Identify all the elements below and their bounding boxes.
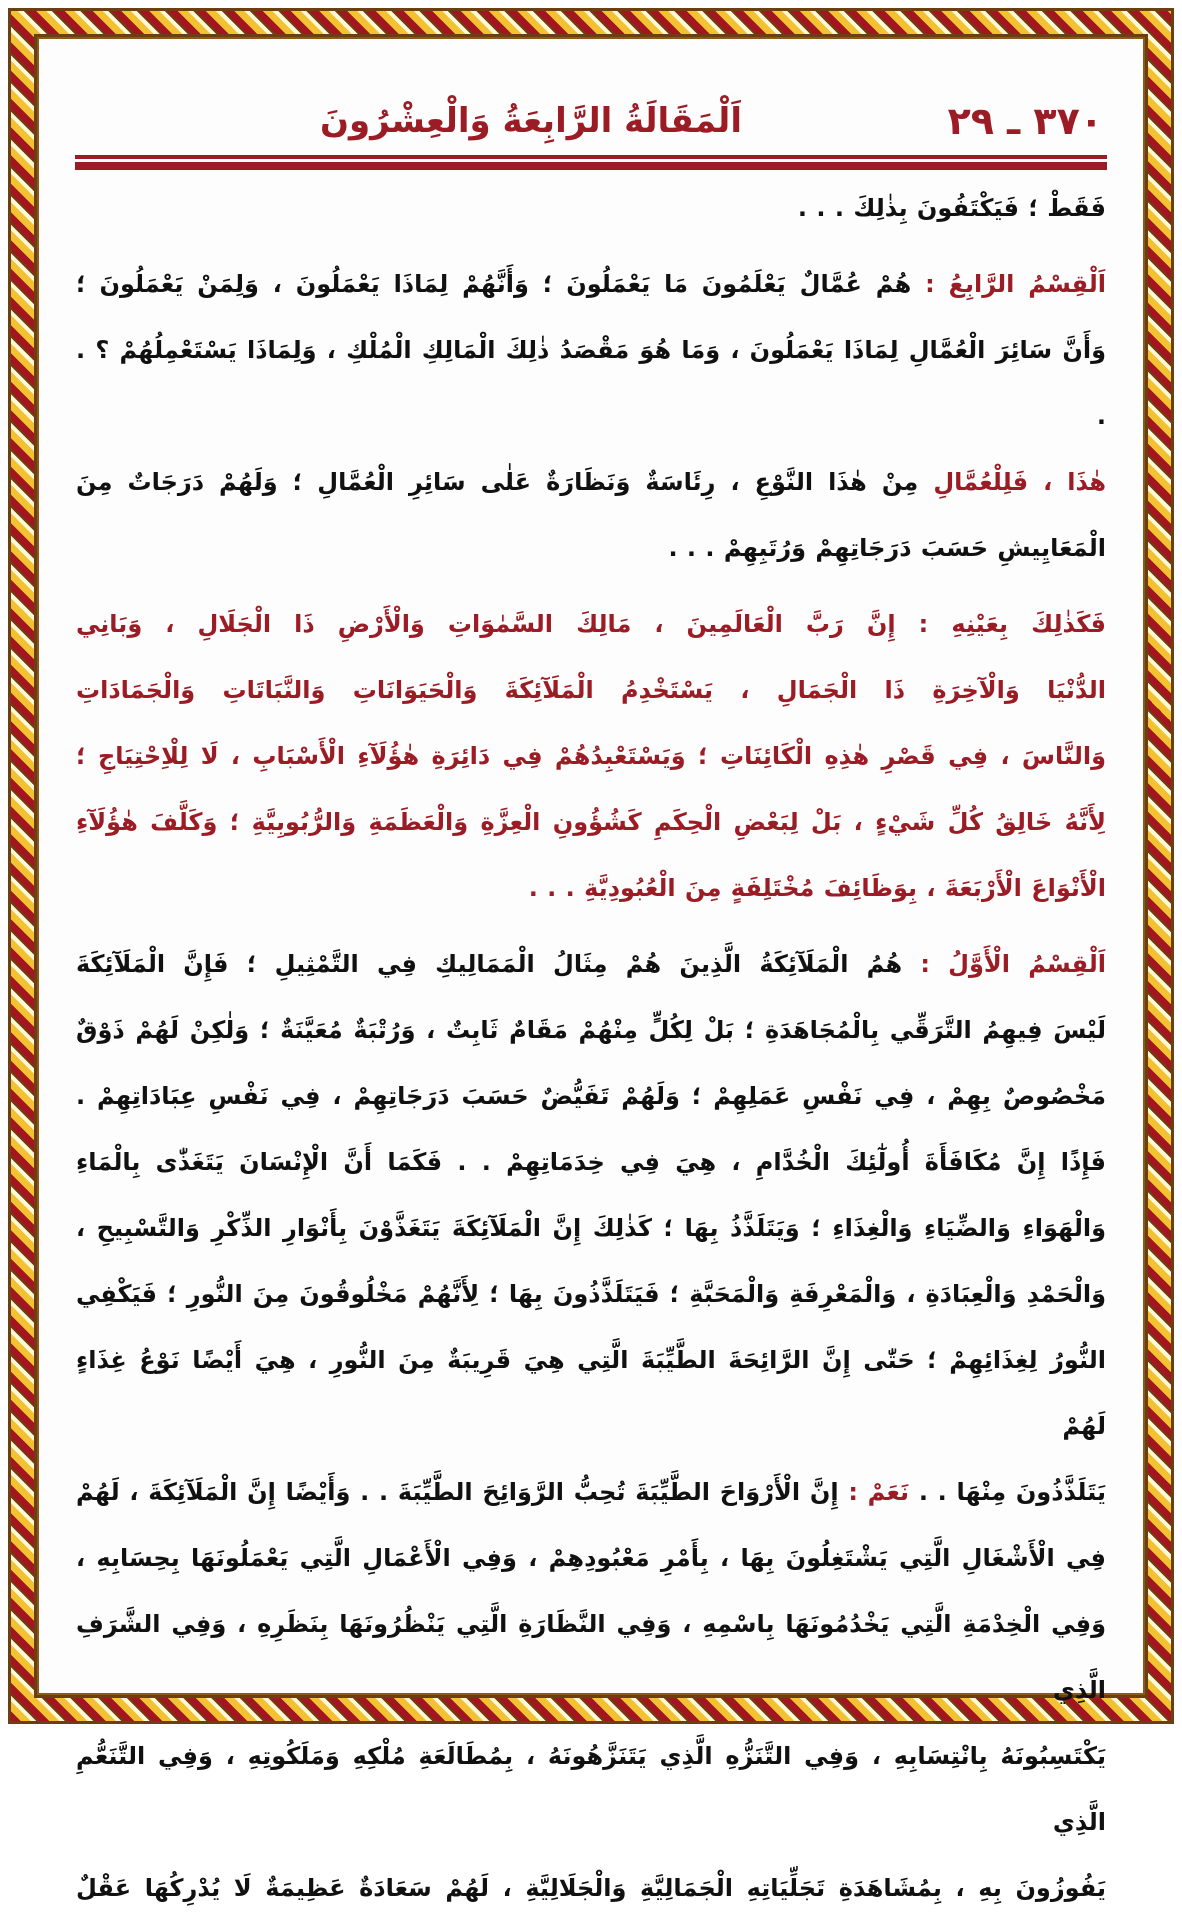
highlighted-text: وَالنَّاسَ ، فِي قَصْرِ هٰذِهِ الْكَائِنَاتِ ؛ وَيَسْتَعْبِدُهُمْ فِي دَائِرَةِ هٰؤُلَآءِ الْأَسْبَابِ ، لَا لِلْاِحْتِيَاجِ ؛ [76,742,1106,770]
text-line [76,251,1106,317]
text-line [76,1261,1106,1327]
text-line [76,1855,1106,1921]
text-line [76,931,1106,997]
text-line [76,515,1106,581]
text-line [76,317,1106,449]
highlighted-text: الدُّنْيَا وَالْآخِرَةِ ذَا الْجَمَالِ ، يَسْتَخْدِمُ الْمَلَآئِكَةَ وَالْحَيَوَانَاتِ وَالنَّبَاتَاتِ وَالْجَمَادَاتِ [76,676,1106,704]
paragraph [76,931,1106,1921]
paragraph [76,591,1106,921]
text-line [76,723,1106,789]
body-text: فِي الْأَشْغَالِ الَّتِي يَشْتَغِلُونَ بِهَا ، بِأَمْرِ مَعْبُودِهِمْ ، وَفِي الْأَعْمَالِ الَّتِي يَعْمَلُونَهَا بِحِسَابِهِ ، [76,1544,1106,1572]
text-line [76,1327,1106,1459]
page-number: ٣٧٠ ـ ٢٩ [947,99,1103,143]
body-text: النُّورُ لِغِذَائِهِمْ ؛ حَتّٰى إِنَّ الرَّائِحَةَ الطَّيِّبَةَ الَّتِي هِيَ قَرِيبَةٌ مِنَ النُّورِ ، هِيَ أَيْضًا نَوْعُ غِذَاءٍ لَهُمْ [76,1346,1106,1440]
text-line [76,1063,1106,1129]
body-text: وَالْحَمْدِ وَالْعِبَادَةِ ، وَالْمَعْرِفَةِ وَالْمَحَبَّةِ ؛ فَيَتَلَذَّذُونَ بِهَا ؛ لِأَنَّهُمْ مَخْلُوقُونَ مِنَ النُّورِ ؛ فَيَكْفِي [76,1280,1106,1308]
text-line [76,1525,1106,1591]
body-text: يَكْتَسِبُونَهُ بِانْتِسَابِهِ ، وَفِي التَّنَزُّهِ الَّذِي يَتَنَزَّهُونَهُ ، بِمُطَالَعَةِ مُلْكِهِ وَمَلَكُوتِهِ ، وَفِي التَّنَعُّمِ الَّذِي [76,1742,1106,1836]
text-line [76,175,1106,241]
body-text: وَالْهَوَاءِ وَالضِّيَاءِ وَالْغِذَاءِ ؛ وَيَتَلَذَّذُ بِهَا ؛ كَذٰلِكَ إِنَّ الْمَلَآئِكَةَ يَتَغَذَّوْنَ بِأَنْوَارِ الذِّكْرِ وَالتَّسْبِيحِ ، [76,1214,1106,1242]
header-rule-thick [75,162,1107,170]
body-text: لَيْسَ فِيهِمُ التَّرَقِّي بِالْمُجَاهَدَةِ ؛ بَلْ لِكُلٍّ مِنْهُمْ مَقَامٌ ثَابِتٌ ، وَرُتْبَةٌ مُعَيَّنَةٌ ؛ وَلٰكِنْ لَهُمْ ذَوْقٌ [76,1016,1106,1044]
page [39,39,1143,1902]
text-line [76,1591,1106,1723]
highlighted-text: فَكَذٰلِكَ بِعَيْنِهِ : إِنَّ رَبَّ الْعَالَمِينَ ، مَالِكَ السَّمٰوَاتِ وَالْأَرْضِ ذَا الْجَلَالِ ، وَبَانِي [76,610,1106,638]
paragraph [76,449,1106,581]
body-text: مَخْصُوصٌ بِهِمْ ، فِي نَفْسِ عَمَلِهِمْ ؛ وَلَهُمْ تَفَيُّضٌ حَسَبَ دَرَجَاتِهِمْ ، فِي نَفْسِ عِبَادَاتِهِمْ . [76,1082,1106,1110]
text-line [76,789,1106,855]
text-line [76,1129,1106,1195]
body-text: الْمَعَايِيشِ حَسَبَ دَرَجَاتِهِمْ وَرُتَبِهِمْ . . . [668,534,1106,562]
body-text: فَقَطْ ؛ فَيَكْتَفُونَ بِذٰلِكَ . . . [797,194,1106,222]
body-text: إِنَّ الْأَرْوَاحَ الطَّيِّبَةَ تُحِبُّ الرَّوَائِحَ الطَّيِّبَةَ . . وَأَيْضًا إِنَّ الْمَلَآئِكَةَ ، لَهُمْ [76,1478,839,1506]
highlighted-text: هٰذَا ، فَلِلْعُمَّالِ [933,468,1107,496]
header-rule-thin [75,155,1107,159]
text-line [76,1459,1106,1525]
text-line [76,449,1106,515]
text-line [76,1723,1106,1855]
body-text: مِنْ هٰذَا النَّوْعِ ، رِئَاسَةٌ وَنَظَارَةٌ عَلٰى سَائِرِ الْعُمَّالِ ؛ وَلَهُمْ دَرَجَاتٌ مِنَ [76,468,934,496]
text-line [76,855,1106,921]
text-line [76,657,1106,723]
page-header [79,91,1103,151]
text-line [76,1195,1106,1261]
body-text: فَإِذًا إِنَّ مُكَافَأَةَ أُولٰٓئِكَ الْخُدَّامِ ، هِيَ فِي خِدَمَاتِهِمْ . . فَكَمَا أَنَّ الْإِنْسَانَ يَتَغَذّٰى بِالْمَاءِ [76,1148,1106,1176]
highlighted-text: اَلْقِسْمُ الرَّابِعُ : [911,270,1107,298]
text-line [76,591,1106,657]
body-text: هُمُ الْمَلَآئِكَةُ الَّذِينَ هُمْ مِثَالُ الْمَمَالِيكِ فِي التَّمْثِيلِ ؛ فَإِنَّ الْمَلَآئِكَةَ [76,950,903,978]
highlighted-text: اَلْقِسْمُ الْأَوَّلُ : [902,950,1106,978]
page-title: اَلْمَقَالَةُ الرَّابِعَةُ وَالْعِشْرُونَ [320,101,742,141]
highlighted-text: الْأَنْوَاعَ الْأَرْبَعَةَ ، بِوَظَائِفَ مُخْتَلِفَةٍ مِنَ الْعُبُودِيَّةِ . . . [528,874,1106,902]
body-text: هُمْ عُمَّالٌ يَعْلَمُونَ مَا يَعْمَلُونَ ؛ وَأَنَّهُمْ لِمَاذَا يَعْمَلُونَ ، وَلِمَنْ يَعْمَلُونَ ؛ [76,270,912,298]
page-body [76,175,1106,1921]
highlighted-text: نَعَمْ : [838,1478,910,1506]
body-text: وَفِي الْخِدْمَةِ الَّتِي يَخْدُمُونَهَا بِاسْمِهِ ، وَفِي النَّظَارَةِ الَّتِي يَنْظُرُونَهَا بِنَظَرِهِ ، وَفِي الشَّرَفِ الَّذِي [76,1610,1106,1704]
body-text: وَأَنَّ سَائِرَ الْعُمَّالِ لِمَاذَا يَعْمَلُونَ ، وَمَا هُوَ مَقْصَدُ ذٰلِكَ الْمَالِكِ الْمُلْكِ ، وَلِمَاذَا يَسْتَعْمِلُهُمْ ؟ . . [76,336,1106,430]
text-line [76,997,1106,1063]
body-text: يَتَلَذَّذُونَ مِنْهَا . . [909,1478,1107,1506]
paragraph [76,175,1106,241]
body-text: يَفُوزُونَ بِهِ ، بِمُشَاهَدَةِ تَجَلِّيَاتِهِ الْجَمَالِيَّةِ وَالْجَلَالِيَّةِ ، لَهُمْ سَعَادَةٌ عَظِيمَةٌ لَا يُدْرِكُهَا عَقْلٌ [76,1874,1106,1902]
highlighted-text: لِأَنَّهُ خَالِقُ كُلِّ شَيْءٍ ، بَلْ لِبَعْضِ الْحِكَمِ كَشُؤُونِ الْعِزَّةِ وَالْعَظَمَةِ وَالرُّبُوبِيَّةِ ؛ وَكَلَّفَ هٰؤُلَآءِ [76,808,1106,836]
paragraph [76,251,1106,449]
